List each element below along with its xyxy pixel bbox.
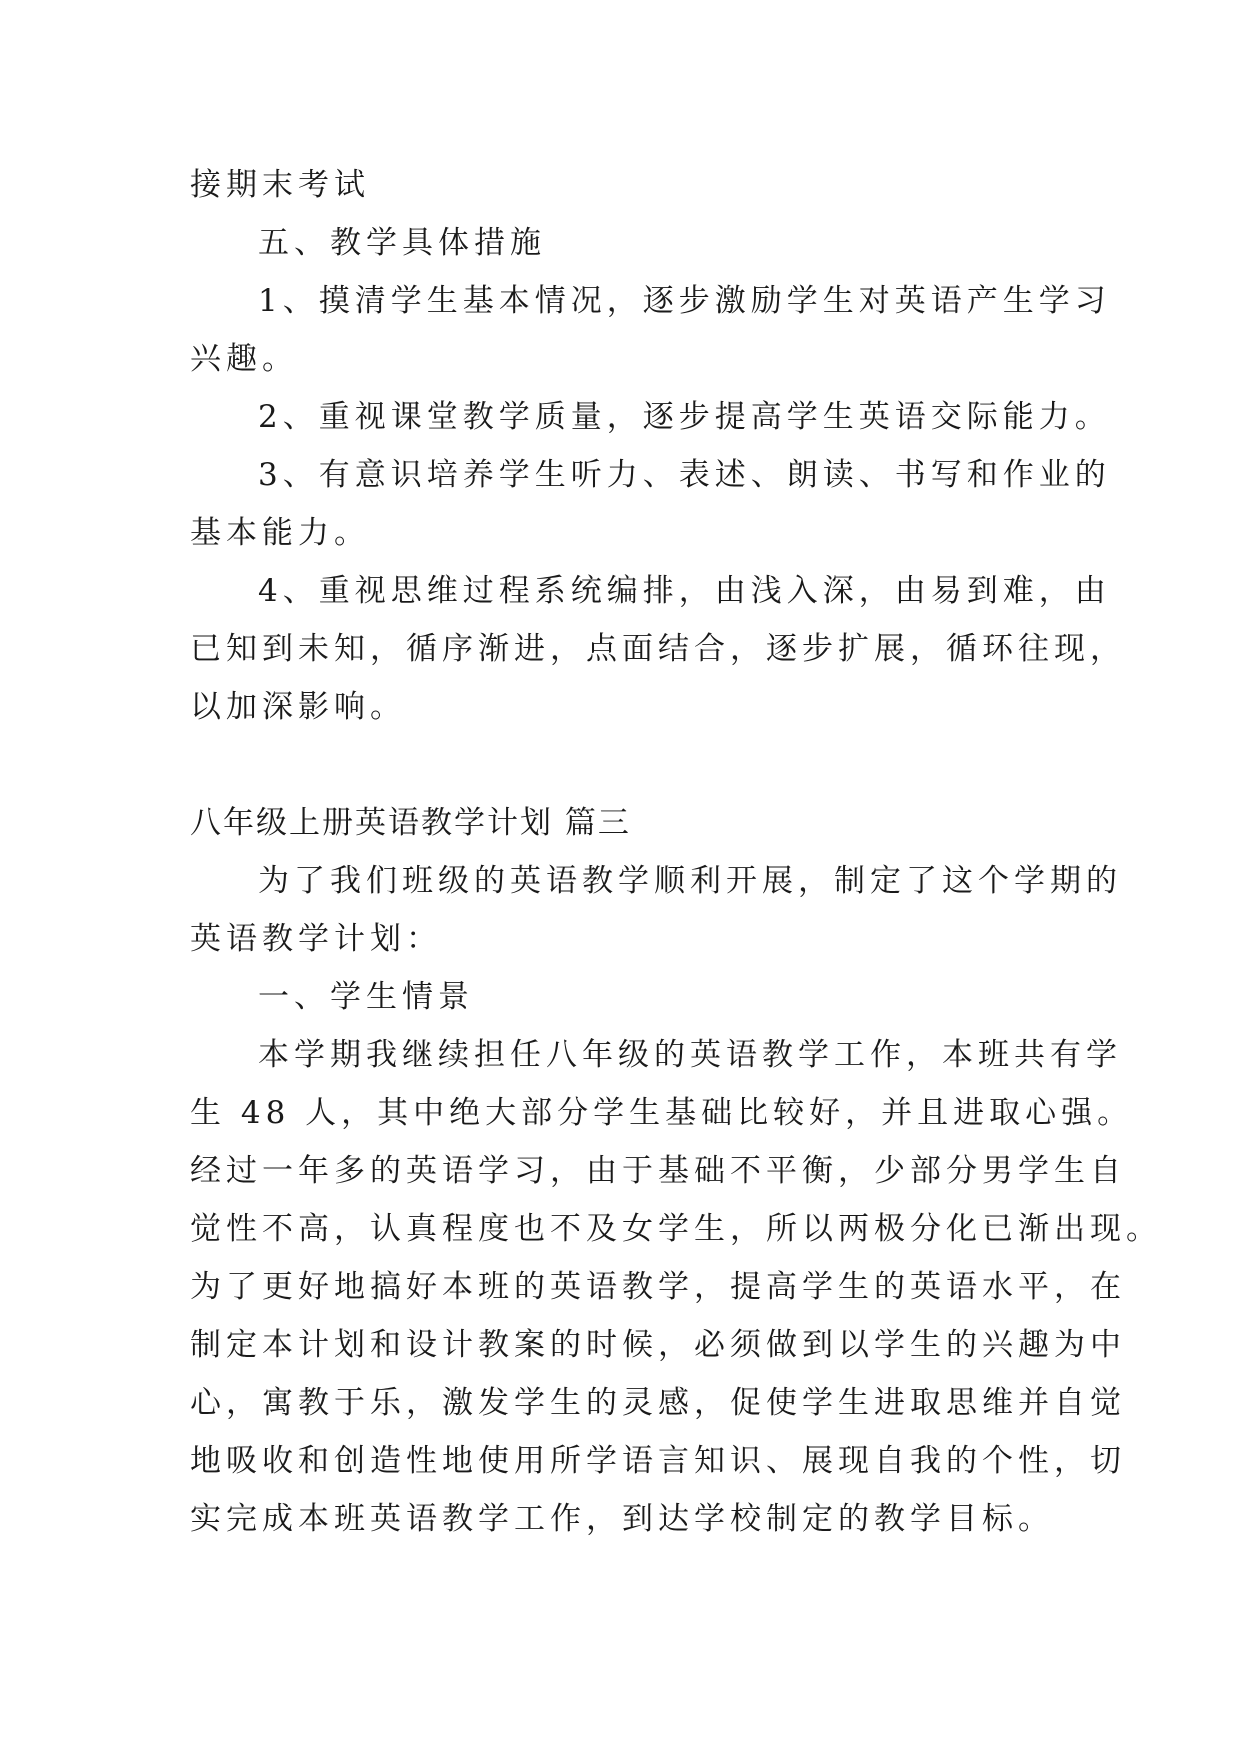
measure-item-4-line-1: 4、重视思维过程系统编排，由浅入深，由易到难，由 (258, 573, 1111, 609)
paragraph-line: 心，寓教于乐，激发学生的灵感，促使学生进取思维并自觉 (190, 1385, 1126, 1421)
section-title: 八年级上册英语教学计划 篇三 (190, 805, 631, 841)
measure-item-3-line-2: 基本能力。 (190, 515, 370, 551)
paragraph-line: 觉性不高，认真程度也不及女学生，所以两极分化已渐出现。 (190, 1211, 1162, 1247)
intro-line-1: 为了我们班级的英语教学顺利开展，制定了这个学期的 (258, 863, 1122, 899)
section-heading-measures: 五、教学具体措施 (258, 225, 546, 261)
paragraph-line: 本学期我继续担任八年级的英语教学工作，本班共有学 (258, 1037, 1122, 1073)
continued-line: 接期末考试 (190, 167, 370, 203)
paragraph-line: 实完成本班英语教学工作，到达学校制定的教学目标。 (190, 1501, 1054, 1537)
measure-item-4-line-3: 以加深影响。 (190, 689, 406, 725)
section-spacer (190, 736, 1070, 794)
paragraph-line: 为了更好地搞好本班的英语教学，提高学生的英语水平，在 (190, 1269, 1126, 1305)
measure-item-2-line-1: 2、重视课堂教学质量，逐步提高学生英语交际能力。 (258, 399, 1111, 435)
measure-item-3-line-1: 3、有意识培养学生听力、表述、朗读、书写和作业的 (258, 457, 1111, 493)
subheading-student-situation: 一、学生情景 (258, 979, 474, 1015)
document-body (190, 156, 1162, 1548)
paragraph-line: 生 48 人，其中绝大部分学生基础比较好，并且进取心强。 (190, 1095, 1134, 1131)
intro-line-2: 英语教学计划： (190, 921, 442, 957)
paragraph-line: 地吸收和创造性地使用所学语言知识、展现自我的个性，切 (190, 1443, 1126, 1479)
measure-item-1-line-2: 兴趣。 (190, 341, 298, 377)
measure-item-4-line-2: 已知到未知，循序渐进，点面结合，逐步扩展，循环往现， (190, 631, 1126, 667)
paragraph-line: 制定本计划和设计教案的时候，必须做到以学生的兴趣为中 (190, 1327, 1126, 1363)
measure-item-1-line-1: 1、摸清学生基本情况，逐步激励学生对英语产生学习 (258, 283, 1111, 319)
paragraph-line: 经过一年多的英语学习，由于基础不平衡，少部分男学生自 (190, 1153, 1126, 1189)
